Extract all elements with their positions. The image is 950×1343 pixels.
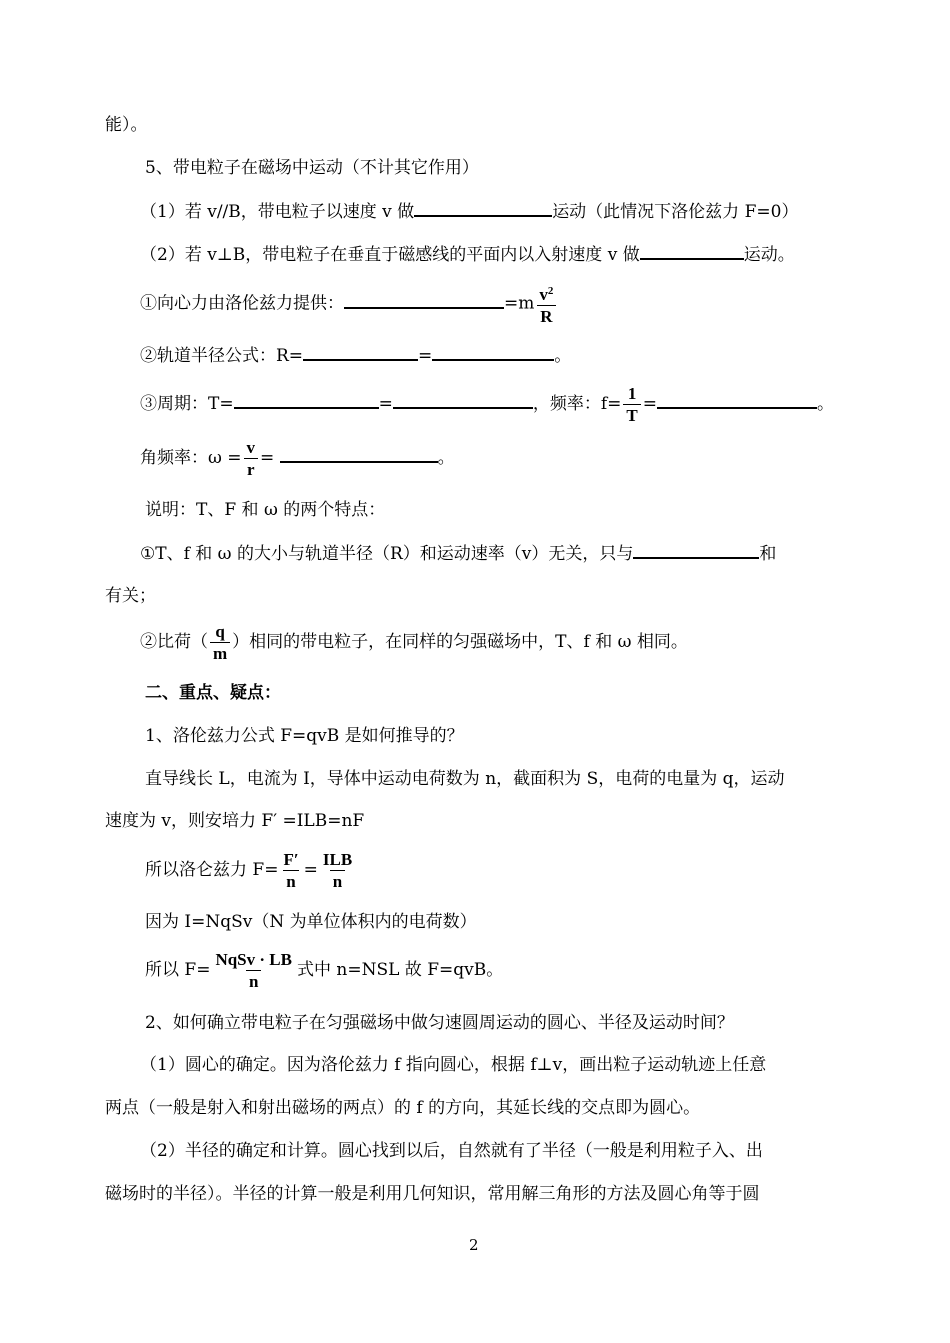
text-line: ①T、f 和 ω 的大小与轨道半径（R）和运动速率（v）无关，只与 和: [140, 541, 776, 566]
text-line: （2）半径的确定和计算。圆心找到以后，自然就有了半径（一般是利用粒子入、出: [140, 1141, 763, 1161]
text-line: 5、带电粒子在磁场中运动（不计其它作用）: [145, 158, 479, 178]
fill-blank[interactable]: [393, 391, 533, 409]
text-line: ②轨道半径公式：R= = 。: [140, 343, 571, 368]
text-line: 说明：T、F 和 ω 的两个特点：: [145, 500, 386, 520]
text-line: 1、洛伦兹力公式 F=qvB 是如何推导的？: [145, 726, 464, 746]
fill-blank[interactable]: [633, 541, 759, 559]
fill-blank[interactable]: [280, 445, 438, 463]
fraction: $\frac{1}{T}$: [623, 383, 640, 426]
formula-line: 所以洛仑兹力 F= $\frac{F'}{n}$ = $\frac{\text{ILB}}{n}$: [145, 848, 357, 892]
fraction: $\frac{\text{NqSv · LB}}{n}$: [215, 950, 292, 991]
text-line: 因为 I=NqSv（N 为单位体积内的电荷数）: [145, 912, 477, 932]
fill-blank[interactable]: [234, 391, 379, 409]
text-line: 直导线长 L，电流为 I，导体中运动电荷数为 n，截面积为 S，电荷的电量为 q，运动: [145, 769, 785, 789]
text-line: 有关；: [105, 586, 156, 606]
fill-blank[interactable]: [640, 242, 744, 260]
formula-line: ②比荷（ $\frac{q}{m}$ ）相同的带电粒子，在同样的匀强磁场中，T、f 和 ω 相同。: [140, 622, 688, 663]
text-line: 两点（一般是射入和射出磁场的两点）的 f 的方向，其延长线的交点即为圆心。: [105, 1098, 701, 1118]
fill-blank[interactable]: [303, 343, 418, 361]
fraction: $\frac{q}{m}$: [210, 621, 230, 664]
text-line: 能）。: [105, 115, 148, 135]
formula-line: 角频率：ω = $\frac{v}{r}$ = 。: [140, 438, 455, 479]
page-number: 2: [469, 1236, 479, 1254]
text-line: 速度为 v，则安培力 F′ =ILB=nF: [105, 811, 365, 831]
formula-line: ③周期：T= = ，频率：f= $\frac{1}{T}$ = 。: [140, 384, 834, 425]
formula-line: 所以 F= $\frac{\text{NqSv · LB}}{n}$ 式中 n=NSL 故 F=qvB。: [145, 950, 504, 991]
text-line: （1）圆心的确定。因为洛伦兹力 f 指向圆心，根据 f⊥v，画出粒子运动轨迹上任意: [140, 1055, 767, 1075]
section-heading: 二、重点、疑点：: [145, 683, 281, 703]
fill-blank[interactable]: [414, 199, 552, 217]
fill-blank[interactable]: [344, 291, 504, 309]
text-line: 磁场时的半径）。半径的计算一般是利用几何知识，常用解三角形的方法及圆心角等于圆: [105, 1184, 760, 1204]
fill-blank[interactable]: [432, 343, 554, 361]
fraction: $\frac{F'}{n}$: [283, 850, 299, 891]
fraction: $\frac{v}{r}$: [244, 437, 259, 480]
fill-blank[interactable]: [657, 391, 817, 409]
text-line: 2、如何确立带电粒子在匀强磁场中做匀速圆周运动的圆心、半径及运动时间？: [145, 1013, 734, 1033]
text-line: （1）若 v//B，带电粒子以速度 v 做 运动（此情况下洛伦兹力 F=0）: [140, 199, 798, 224]
text-line: （2）若 v⊥B，带电粒子在垂直于磁感线的平面内以入射速度 v 做 运动。: [140, 242, 795, 267]
fraction: $\frac{v^2}{R}$: [536, 281, 556, 327]
formula-line: ①向心力由洛伦兹力提供： =m $\frac{v^2}{R}$: [140, 281, 558, 327]
fraction: $\frac{\text{ILB}}{n}$: [322, 850, 353, 891]
